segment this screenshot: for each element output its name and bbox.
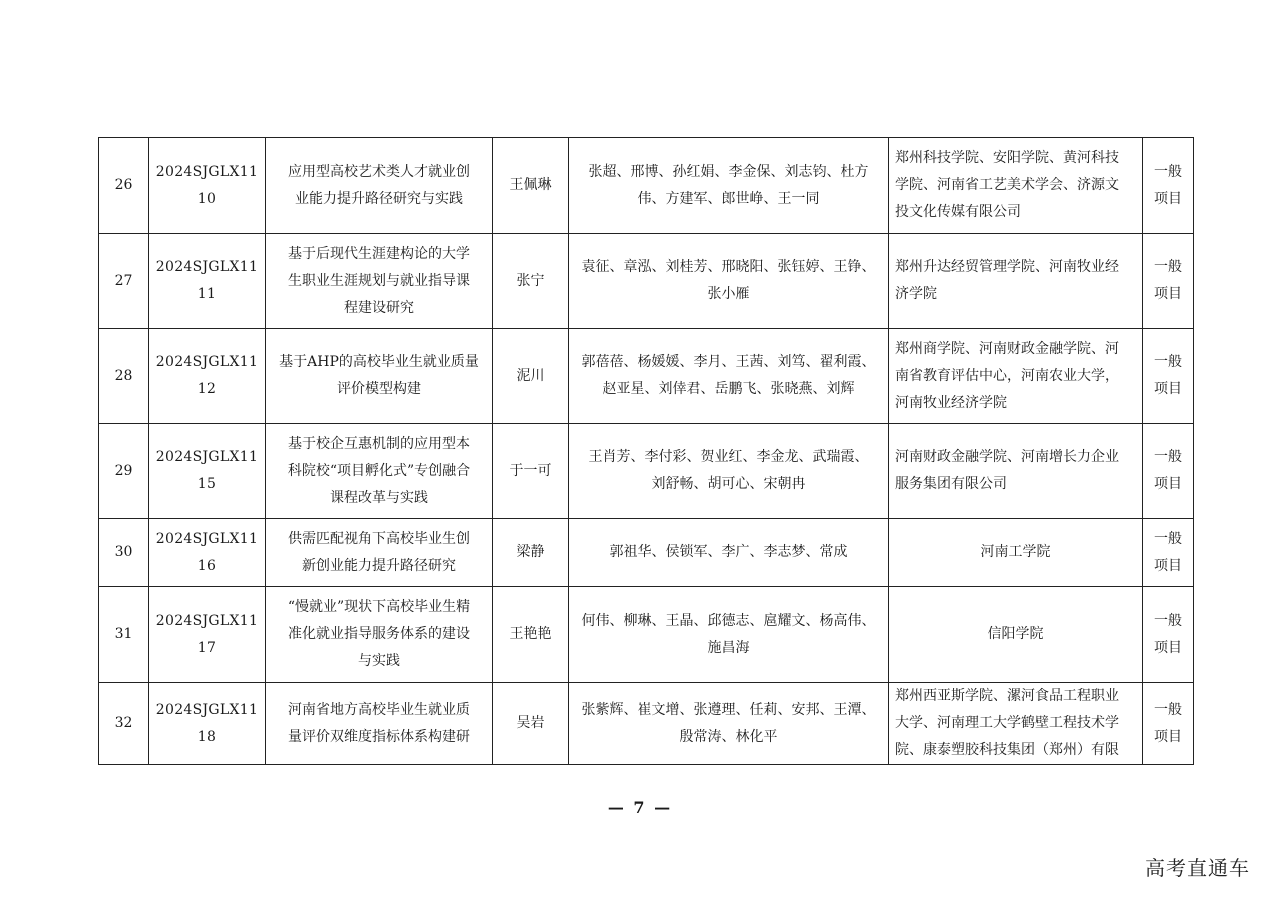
project-title: 基于校企互惠机制的应用型本 科院校“项目孵化式”专创融合 课程改革与实践 bbox=[266, 424, 493, 519]
project-code: 2024SJGLX1111 bbox=[149, 234, 266, 329]
project-leader: 张宁 bbox=[493, 234, 569, 329]
watermark-text: 高考直通车 bbox=[1145, 856, 1250, 880]
table-row bbox=[99, 683, 1194, 765]
participating-units: 信阳学院 bbox=[889, 587, 1143, 683]
project-type: 一般项目 bbox=[1143, 234, 1194, 329]
participating-units: 河南工学院 bbox=[889, 519, 1143, 587]
row-number: 27 bbox=[99, 234, 149, 329]
project-members: 张超、邢博、孙红娟、李金保、刘志钧、杜方 伟、方建军、郎世峥、王一同 bbox=[569, 138, 889, 234]
project-type: 一般项目 bbox=[1143, 424, 1194, 519]
row-number: 31 bbox=[99, 587, 149, 683]
table-row bbox=[99, 234, 1194, 329]
table-row bbox=[99, 587, 1194, 683]
participating-units: 郑州升达经贸管理学院、河南牧业经 济学院 bbox=[889, 234, 1143, 329]
project-title: 供需匹配视角下高校毕业生创 新创业能力提升路径研究 bbox=[266, 519, 493, 587]
table-row bbox=[99, 519, 1194, 587]
project-code: 2024SJGLX1117 bbox=[149, 587, 266, 683]
project-leader: 王佩琳 bbox=[493, 138, 569, 234]
project-title: 基于AHP的高校毕业生就业质量 评价模型构建 bbox=[266, 329, 493, 424]
project-members: 何伟、柳琳、王晶、邱德志、扈耀文、杨高伟、 施昌海 bbox=[569, 587, 889, 683]
project-leader: 梁静 bbox=[493, 519, 569, 587]
project-leader: 王艳艳 bbox=[493, 587, 569, 683]
row-number: 29 bbox=[99, 424, 149, 519]
project-leader: 泥川 bbox=[493, 329, 569, 424]
project-type: 一般项目 bbox=[1143, 519, 1194, 587]
project-members: 袁征、章泓、刘桂芳、邢晓阳、张钰婷、王铮、 张小雁 bbox=[569, 234, 889, 329]
row-number: 28 bbox=[99, 329, 149, 424]
table-row bbox=[99, 138, 1194, 234]
project-type: 一般项目 bbox=[1143, 329, 1194, 424]
table-row bbox=[99, 424, 1194, 519]
project-type: 一般项目 bbox=[1143, 587, 1194, 683]
project-title: 应用型高校艺术类人才就业创 业能力提升路径研究与实践 bbox=[266, 138, 493, 234]
project-title: 基于后现代生涯建构论的大学 生职业生涯规划与就业指导课 程建设研究 bbox=[266, 234, 493, 329]
table-row bbox=[99, 329, 1194, 424]
participating-units: 郑州科技学院、安阳学院、黄河科技 学院、河南省工艺美术学会、济源文 投文化传媒有限公司 bbox=[889, 138, 1143, 234]
project-title: “慢就业”现状下高校毕业生精 准化就业指导服务体系的建设 与实践 bbox=[266, 587, 493, 683]
project-code: 2024SJGLX1115 bbox=[149, 424, 266, 519]
project-code: 2024SJGLX1112 bbox=[149, 329, 266, 424]
row-number: 32 bbox=[99, 683, 149, 765]
project-type: 一般项目 bbox=[1143, 683, 1194, 765]
row-number: 30 bbox=[99, 519, 149, 587]
page-number: — 7 — bbox=[607, 798, 673, 817]
project-members: 郭蓓蓓、杨媛媛、李月、王茜、刘笃、翟利霞、 赵亚星、刘倖君、岳鹏飞、张晓燕、刘辉 bbox=[569, 329, 889, 424]
participating-units: 郑州西亚斯学院、漯河食品工程职业 大学、河南理工大学鹤壁工程技术学 院、康泰塑胶科技集团（郑州）有限 bbox=[889, 683, 1143, 765]
project-members: 王肖芳、李付彩、贺业红、李金龙、武瑞霞、 刘舒畅、胡可心、宋朝冉 bbox=[569, 424, 889, 519]
project-title: 河南省地方高校毕业生就业质 量评价双维度指标体系构建研 bbox=[266, 683, 493, 765]
project-leader: 吴岩 bbox=[493, 683, 569, 765]
project-code: 2024SJGLX1110 bbox=[149, 138, 266, 234]
project-members: 张紫辉、崔文增、张遵理、任莉、安邦、王潭、 殷常涛、林化平 bbox=[569, 683, 889, 765]
project-list-table bbox=[98, 137, 1194, 765]
project-leader: 于一可 bbox=[493, 424, 569, 519]
participating-units: 郑州商学院、河南财政金融学院、河 南省教育评估中心，河南农业大学， 河南牧业经济学院 bbox=[889, 329, 1143, 424]
project-code: 2024SJGLX1116 bbox=[149, 519, 266, 587]
project-type: 一般项目 bbox=[1143, 138, 1194, 234]
project-code: 2024SJGLX1118 bbox=[149, 683, 266, 765]
participating-units: 河南财政金融学院、河南增长力企业 服务集团有限公司 bbox=[889, 424, 1143, 519]
project-members: 郭祖华、侯锁军、李广、李志梦、常成 bbox=[569, 519, 889, 587]
row-number: 26 bbox=[99, 138, 149, 234]
